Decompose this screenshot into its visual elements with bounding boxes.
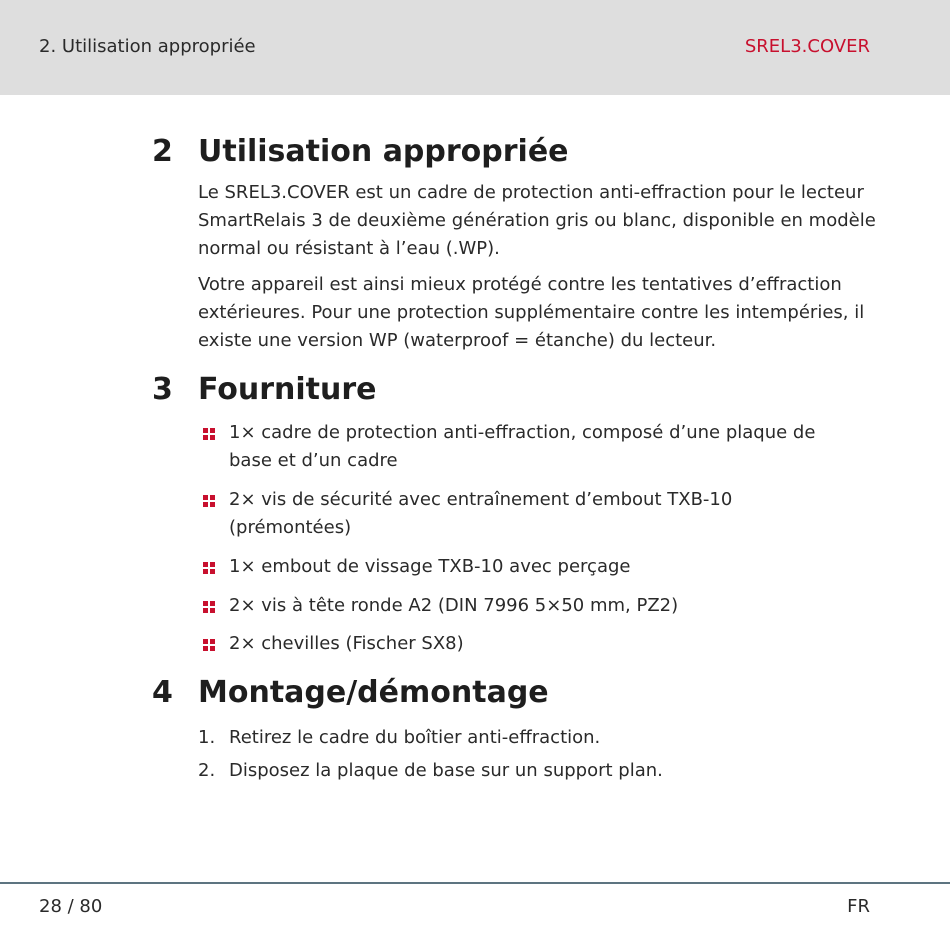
list-item-text: 1× cadre de protection anti-effraction, composé d’une plaque de base et d’un cadre xyxy=(229,422,816,471)
red-square-bullet-icon xyxy=(203,639,215,651)
product-name: SREL3.COVER xyxy=(744,36,870,57)
list-item-text: 2× chevilles (Fischer SX8) xyxy=(229,633,464,654)
section-title: Fourniture xyxy=(198,372,377,407)
section-title: Utilisation appropriée xyxy=(198,134,569,169)
step-item xyxy=(198,757,878,785)
footer-divider xyxy=(0,882,950,884)
step-item xyxy=(198,724,878,752)
step-text: Disposez la plaque de base sur un support plan. xyxy=(229,760,663,781)
section-heading xyxy=(152,675,549,711)
paragraph: Le SREL3.COVER est un cadre de protection anti-effraction pour le lecteur SmartRelais 3 de deuxième génération gris ou blanc, disponible en modèle normal ou résistant à l’eau (.WP). xyxy=(198,182,876,259)
step-text: Retirez le cadre du boîtier anti-effraction. xyxy=(229,727,601,748)
list-item-text: 2× vis à tête ronde A2 (DIN 7996 5×50 mm, PZ2) xyxy=(229,595,679,616)
list-item-text: 2× vis de sécurité avec entraînement d’embout TXB-10 (prémontées) xyxy=(229,489,733,538)
red-square-bullet-icon xyxy=(203,562,215,574)
step-number: 2. xyxy=(198,760,216,781)
chapter-title: 2. Utilisation appropriée xyxy=(39,36,256,57)
section-number: 4 xyxy=(152,675,173,710)
step-number: 1. xyxy=(198,727,216,748)
paragraph: Votre appareil est ainsi mieux protégé contre les tentatives d’effraction extérieures. Pour une protection supplémentaire contre les intempéries, il existe une version WP (waterproof = étanche) du lecteur. xyxy=(198,274,865,351)
language-code: FR xyxy=(847,896,870,917)
red-square-bullet-icon xyxy=(203,428,215,440)
section-title: Montage/démontage xyxy=(198,675,549,710)
section-number: 3 xyxy=(152,372,173,407)
section-number: 2 xyxy=(152,134,173,169)
page-number: 28 / 80 xyxy=(39,896,103,917)
list-item-text: 1× embout de vissage TXB-10 avec perçage xyxy=(229,556,631,577)
red-square-bullet-icon xyxy=(203,495,215,507)
section-heading xyxy=(152,372,377,408)
red-square-bullet-icon xyxy=(203,601,215,613)
section-heading xyxy=(152,134,569,170)
page-header xyxy=(0,0,950,95)
